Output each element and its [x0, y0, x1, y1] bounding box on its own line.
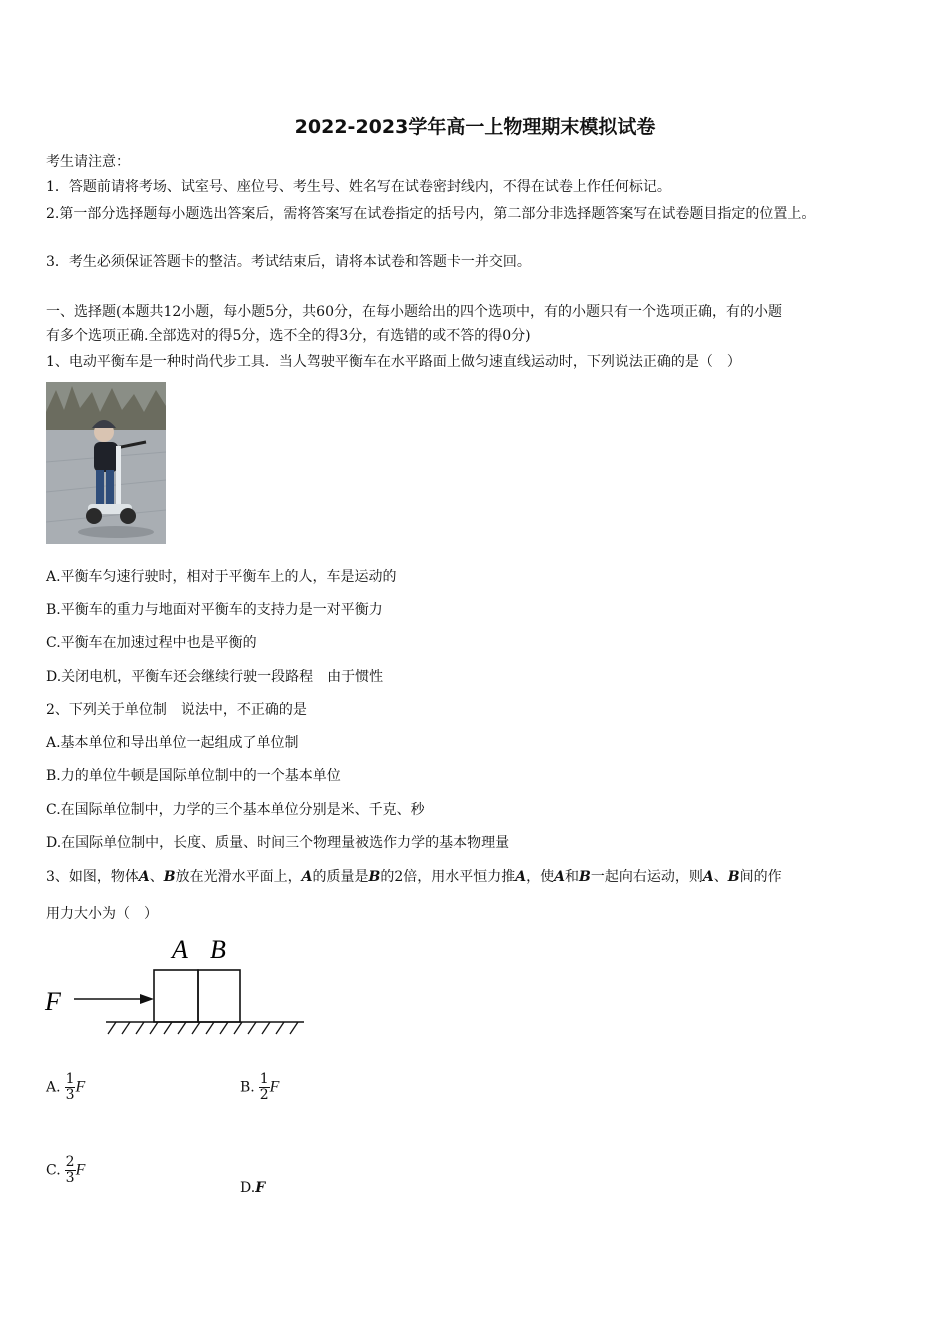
fraction-denominator: 3 [65, 1087, 75, 1103]
section-header-line-2: 有多个选项正确.全部选对的得5分，选不全的得3分，有选错的或不答的得0分) [46, 328, 531, 344]
fraction-numerator: 1 [259, 1071, 269, 1087]
stem-text: 和 [565, 869, 580, 885]
stem-text: 放在光滑水平面上， [175, 869, 302, 885]
question-2-option-c: C.在国际单位制中，力学的三个基本单位分别是米、千克、秒 [46, 802, 425, 818]
question-3-stem-line-2: 用力大小为（ ） [46, 906, 158, 922]
fraction-numerator: 2 [65, 1154, 75, 1170]
fraction [259, 1072, 270, 1103]
notice-item-2: 2.第一部分选择题每小题选出答案后，需将答案写在试卷指定的括号内，第二部分非选择题答案写在试卷题目指定的位置上。 [46, 206, 816, 222]
symbol-a: A [554, 869, 566, 885]
force-variable: F [75, 1078, 86, 1096]
question-2-option-d: D.在国际单位制中，长度、质量、时间三个物理量被选作力学的基本物理量 [46, 835, 510, 851]
question-2-option-b: B.力的单位牛顿是国际单位制中的一个基本单位 [46, 768, 341, 784]
stem-text: 的质量是 [312, 869, 369, 885]
question-3-option-c [46, 1155, 85, 1186]
stem-text: 间的作 [739, 869, 782, 885]
option-label: D. [240, 1180, 256, 1196]
option-label: A. [46, 1079, 61, 1096]
diagram-label-a: A [172, 935, 188, 964]
fraction-numerator: 1 [65, 1071, 75, 1087]
stem-separator: 、 [149, 869, 164, 885]
force-variable: F [269, 1078, 280, 1096]
balance-scooter-photo [46, 382, 166, 544]
symbol-a: A [138, 869, 150, 885]
question-1-option-a: A.平衡车匀速行驶时，相对于平衡车上的人，车是运动的 [46, 569, 397, 585]
ground-hatching [108, 1022, 298, 1034]
question-1-option-b: B.平衡车的重力与地面对平衡车的支持力是一对平衡力 [46, 602, 383, 618]
force-variable: F [75, 1161, 86, 1179]
option-label: B. [240, 1079, 255, 1096]
question-1-option-c: C.平衡车在加速过程中也是平衡的 [46, 635, 257, 651]
diagram-label-b: B [210, 935, 226, 964]
stem-separator: 、 [713, 869, 728, 885]
question-1-stem: 1、电动平衡车是一种时尚代步工具．当人驾驶平衡车在水平路面上做匀速直线运动时，下列说法正确的是（ ） [46, 354, 741, 370]
block-b [198, 970, 240, 1022]
question-2-stem: 2、下列关于单位制 说法中，不正确的是 [46, 702, 307, 718]
stem-text: 3、如图，物体 [46, 869, 139, 885]
question-2-option-a: A.基本单位和导出单位一起组成了单位制 [46, 735, 299, 751]
question-3-stem-line-1 [46, 867, 908, 887]
question-1-option-d: D.关闭电机，平衡车还会继续行驶一段路程 由于惯性 [46, 669, 384, 685]
force-variable: F [255, 1180, 266, 1196]
force-arrow-head [140, 994, 154, 1004]
notice-heading: 考生请注意： [46, 154, 130, 170]
question-3-option-b [240, 1072, 279, 1103]
stem-text: 一起向右运动，则 [590, 869, 703, 885]
symbol-b: B [163, 869, 176, 885]
force-diagram [40, 932, 310, 1044]
diagram-label-f: F [45, 987, 61, 1016]
fraction [65, 1155, 76, 1186]
question-3-option-d [240, 1178, 265, 1198]
fraction [65, 1072, 76, 1103]
option-label: C. [46, 1162, 61, 1179]
stem-text: ，使 [526, 869, 555, 885]
block-a [154, 970, 198, 1022]
fraction-denominator: 3 [65, 1170, 75, 1186]
stem-text: 的2倍，用水平恒力推 [380, 869, 516, 885]
symbol-a: A [702, 869, 714, 885]
symbol-a: A [515, 869, 527, 885]
symbol-b: B [727, 869, 740, 885]
symbol-a: A [301, 869, 313, 885]
fraction-denominator: 2 [259, 1087, 269, 1103]
notice-item-1: 1．答题前请将考场、试室号、座位号、考生号、姓名写在试卷密封线内，不得在试卷上作任何标记。 [46, 179, 671, 195]
section-header-line-1: 一、选择题(本题共12小题，每小题5分，共60分，在每小题给出的四个选项中，有的小题只有一个选项正确，有的小题 [46, 304, 782, 320]
page-title: 2022-2023学年高一上物理期末模拟试卷 [294, 116, 656, 138]
symbol-b: B [368, 869, 381, 885]
notice-item-3: 3．考生必须保证答题卡的整洁。考试结束后，请将本试卷和答题卡一并交回。 [46, 254, 531, 270]
question-3-option-a [46, 1072, 85, 1103]
symbol-b: B [579, 869, 591, 885]
